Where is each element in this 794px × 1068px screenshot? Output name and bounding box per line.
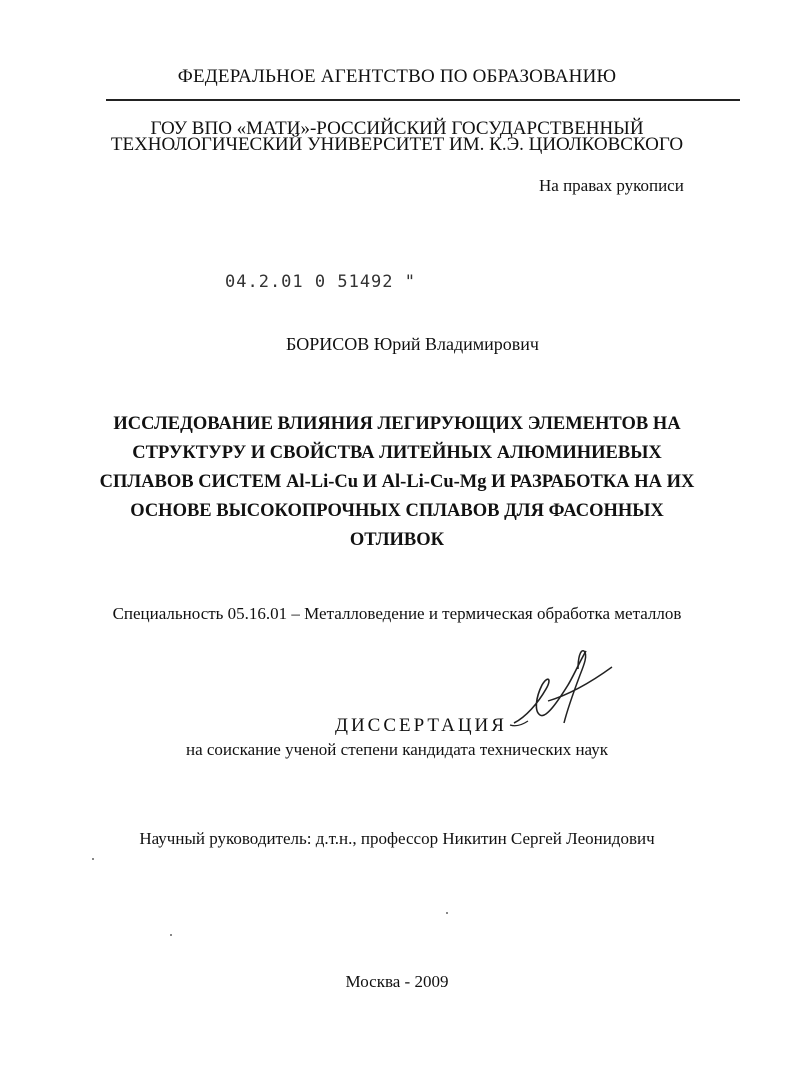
dissertation-label: ДИССЕРТАЦИЯ	[335, 715, 507, 736]
supervisor-line: Научный руководитель: д.т.н., профессор Никитин Сергей Леонидович	[139, 829, 655, 848]
author-name: БОРИСОВ Юрий Владимирович	[286, 334, 539, 354]
scan-speck	[446, 912, 448, 914]
agency-heading: ФЕДЕРАЛЬНОЕ АГЕНТСТВО ПО ОБРАЗОВАНИЮ	[177, 66, 617, 87]
title-line: СПЛАВОВ СИСТЕМ Al-Li-Cu И Al-Li-Cu-Mg И РАЗРАБОТКА НА ИХ	[99, 472, 695, 492]
title-line: ОТЛИВОК	[349, 530, 445, 550]
registry-number: 04.2.01 0 51492 "	[225, 272, 416, 292]
title-line: СТРУКТУРУ И СВОЙСТВА ЛИТЕЙНЫХ АЛЮМИНИЕВЫХ	[132, 443, 662, 463]
specialty-line: Специальность 05.16.01 – Металловедение и термическая обработка металлов	[112, 604, 682, 623]
city-year: Москва - 2009	[345, 972, 449, 991]
title-line: ОСНОВЕ ВЫСОКОПРОЧНЫХ СПЛАВОВ ДЛЯ ФАСОННЫХ	[130, 501, 664, 521]
scan-speck	[170, 934, 172, 936]
signature-icon	[508, 645, 618, 735]
university-line-1: ГОУ ВПО «МАТИ»-РОССИЙСКИЙ ГОСУДАРСТВЕННЫЙ	[150, 118, 644, 139]
scan-speck	[92, 858, 94, 860]
title-line: ИССЛЕДОВАНИЕ ВЛИЯНИЯ ЛЕГИРУЮЩИХ ЭЛЕМЕНТОВ НА	[113, 414, 681, 434]
dissertation-title	[0, 410, 794, 555]
degree-line: на соискание ученой степени кандидата технических наук	[185, 740, 608, 759]
manuscript-note: На правах рукописи	[539, 176, 684, 195]
university-line-2: ТЕХНОЛОГИЧЕСКИЙ УНИВЕРСИТЕТ ИМ. К.Э. ЦИОЛКОВСКОГО	[110, 134, 684, 155]
header-divider	[106, 99, 740, 101]
